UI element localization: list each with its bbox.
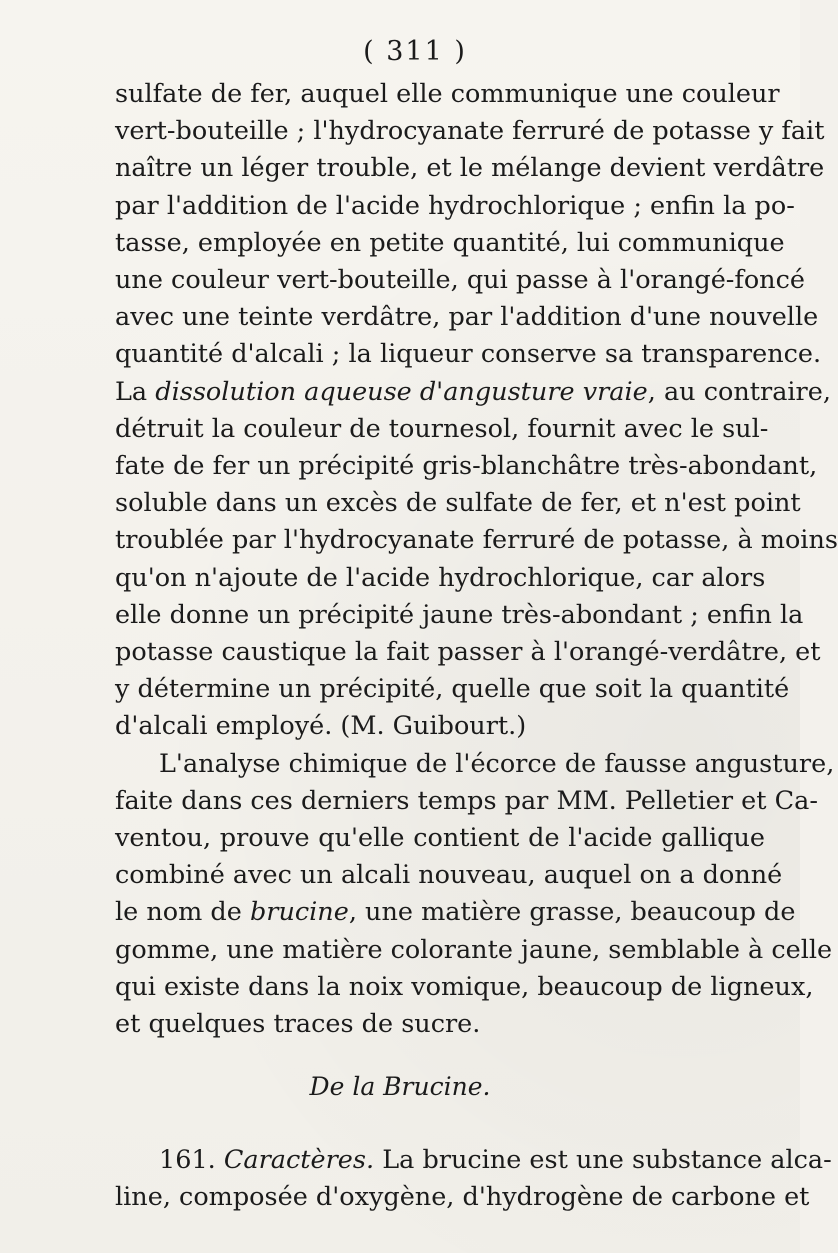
italic-phrase: dissolution aqueuse d'angusture vraie <box>155 376 648 407</box>
text-line <box>115 374 831 411</box>
text-run: , au contraire, <box>647 376 831 407</box>
text-line: fate de fer un précipité gris-blanchâtre très-abondant, <box>115 451 818 482</box>
text-line: line, composée d'oxygène, d'hydrogène de carbone et <box>115 1182 810 1213</box>
italic-term: brucine <box>249 897 349 928</box>
section-number: 161. <box>159 1145 224 1175</box>
text-run: le nom de <box>115 897 250 928</box>
text-line: y détermine un précipité, quelle que soit la quantité <box>115 674 790 705</box>
text-line: faite dans ces derniers temps par MM. Pelletier et Ca- <box>115 785 818 816</box>
text-line: gomme, une matière colorante jaune, semblable à celle <box>115 934 833 965</box>
text-line: avec une teinte verdâtre, par l'addition d'une nouvelle <box>115 302 819 333</box>
text-line: détruit la couleur de tournesol, fournit avec le sul- <box>115 413 769 444</box>
text-line: naître un léger trouble, et le mélange devient verdâtre <box>115 153 825 184</box>
body-text <box>115 76 838 1043</box>
text-line <box>115 1142 832 1179</box>
text-line: d'alcali employé. (M. Guibourt.) <box>115 711 527 742</box>
section-title: Caractères. <box>223 1145 375 1175</box>
text-line: vert-bouteille ; l'hydrocyanate ferruré de potasse y fait <box>115 116 825 147</box>
text-line: qu'on n'ajoute de l'acide hydrochlorique, car alors <box>115 562 766 593</box>
text-line: combiné avec un alcali nouveau, auquel on a donné <box>115 860 783 891</box>
text-line: soluble dans un excès de sulfate de fer, et n'est point <box>115 488 801 519</box>
text-line: qui existe dans la noix vomique, beaucoup de ligneux, <box>115 971 814 1002</box>
section-heading: De la Brucine. <box>309 1072 491 1101</box>
text-line: par l'addition de l'acide hydrochlorique ; enfin la po- <box>115 190 795 221</box>
text-line: ventou, prouve qu'elle contient de l'acide gallique <box>115 823 765 854</box>
text-line: potasse caustique la fait passer à l'orangé-verdâtre, et <box>115 637 821 668</box>
page-number: ( 311 ) <box>363 36 467 67</box>
text-line: elle donne un précipité jaune très-abondant ; enfin la <box>115 599 804 630</box>
text-line: tasse, employée en petite quantité, lui communique <box>115 227 785 258</box>
text-line: sulfate de fer, auquel elle communique une couleur <box>115 79 780 109</box>
text-line <box>115 894 796 931</box>
text-line: une couleur vert-bouteille, qui passe à l'orangé-foncé <box>115 265 805 296</box>
section-text <box>115 1142 832 1216</box>
text-run: , une matière grasse, beaucoup de <box>348 897 796 928</box>
text-run: La brucine est une substance alca- <box>374 1145 832 1175</box>
text-line: L'analyse chimique de l'écorce de fausse angusture, <box>159 748 835 779</box>
text-line: quantité d'alcali ; la liqueur conserve sa transparence. <box>115 339 822 370</box>
text-run: La <box>115 376 156 407</box>
text-line: troublée par l'hydrocyanate ferruré de potasse, à moins <box>115 525 838 556</box>
text-line: et quelques traces de sucre. <box>115 1009 481 1040</box>
